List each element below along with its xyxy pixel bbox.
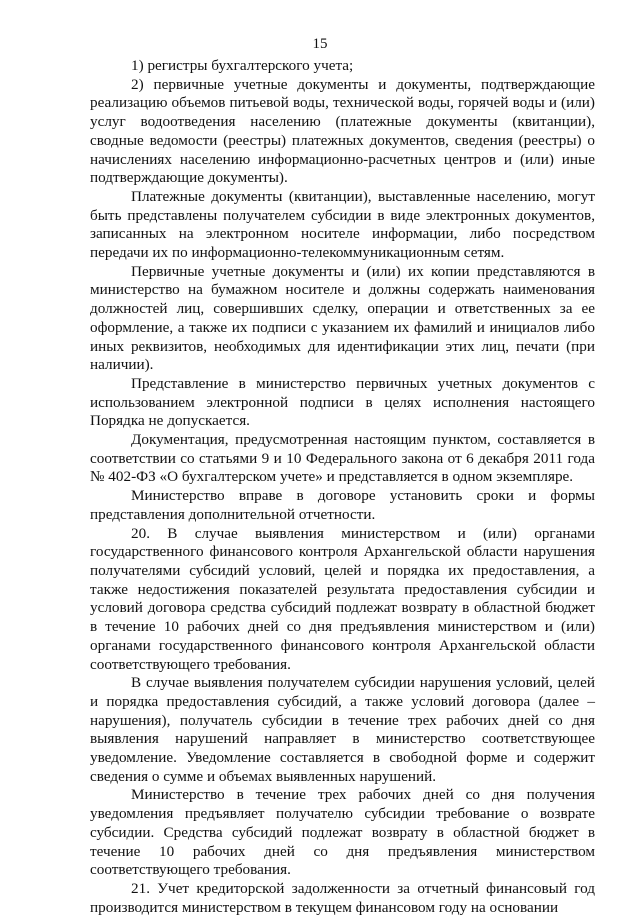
paragraph: 21. Учет кредиторской задолженности за отчетный финансовый год производится министерством в текущем финансовом году на основании (90, 879, 595, 916)
paragraph: Министерство в течение трех рабочих дней со дня получения уведомления предъявляет получателю субсидии требование о возврате субсидии. Средства субсидий подлежат возврату в областной бюджет в течение 10 рабочих дней со дня предъявления министерством соответствующего требования. (90, 786, 595, 879)
paragraph: 2) первичные учетные документы и документы, подтверждающие реализацию объемов питьевой воды, технической воды, горячей воды и (или) услуг водоотведения населению (платежные документы (квитанции), сводные ведомости (реестры) платежных документов, сведения (реестры) о начислениях населению информационно-расчетных центров и (или) иные подтверждающие документы). (90, 75, 595, 187)
document-body (90, 57, 595, 917)
paragraph: Представление в министерство первичных учетных документов с использованием электронной подписи в целях исполнения настоящего Порядка не допускается. (90, 374, 595, 430)
paragraph: Министерство вправе в договоре установить сроки и формы представления дополнительной отчетности. (90, 487, 595, 523)
paragraph: 1) регистры бухгалтерского учета; (131, 57, 354, 74)
paragraph: 20. В случае выявления министерством и (или) органами государственного финансового контроля Архангельской области нарушения получателями субсидий условий, целей и порядка их предоставления, а также недостижения показателей результата предоставления субсидии и условий договора средства субсидий подлежат возврату в областной бюджет в течение 10 рабочих дней со дня предъявления министерством и (или) органами государственного финансового контроля Архангельской области соответствующего требования. (90, 524, 595, 673)
paragraph: Первичные учетные документы и (или) их копии представляются в министерство на бумажном носителе и должны содержать наименования должностей лиц, совершивших сделку, операции и ответственных за ее оформление, а также их подписи с указанием их фамилий и инициалов либо иных реквизитов, необходимых для идентификации этих лиц, печати (при наличии). (90, 262, 595, 374)
paragraph: В случае выявления получателем субсидии нарушения условий, целей и порядка предоставления субсидий, а также условий договора (далее – нарушения), получатель субсидии в течение трех рабочих дней со дня выявления нарушений направляет в министерство соответствующее уведомление. Уведомление составляется в свободной форме и содержит сведения о сумме и объемах выявленных нарушений. (90, 674, 595, 785)
page-number: 15 (312, 36, 328, 52)
paragraph: Платежные документы (квитанции), выставленные населению, могут быть представлены получателем субсидии в виде электронных документов, записанных на электронном носителе информации, либо посредством передачи их по информационно-телекоммуникационным сетям. (90, 187, 595, 262)
paragraph: Документация, предусмотренная настоящим пунктом, составляется в соответствии со статьями 9 и 10 Федерального закона от 6 декабря 2011 года № 402-ФЗ «О бухгалтерском учете» и представляется в одном экземпляре. (90, 431, 595, 486)
